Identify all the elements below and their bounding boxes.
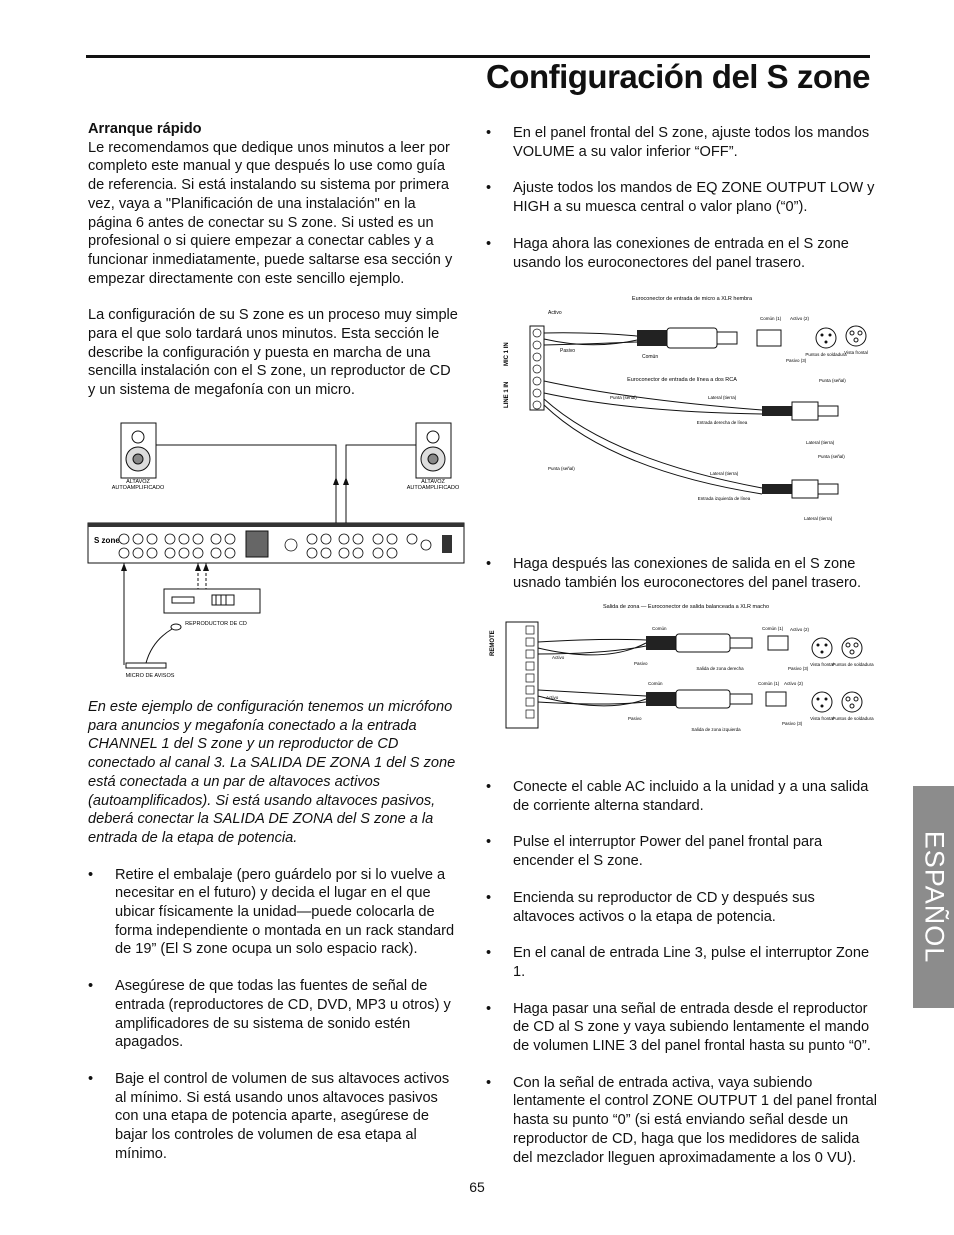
comun-label: Común (642, 354, 659, 360)
euroblock-input (530, 326, 544, 410)
bullet-output-connections: • Haga después las conexiones de salida en el S zone usnado también los euroconectores del panel trasero. (486, 556, 862, 591)
cd-player-label: REPRODUCTOR DE CD (185, 621, 247, 627)
out-xlr-solder-icon-2 (842, 692, 862, 712)
out-puntos-label-2: Puntos de soldadura (832, 716, 874, 721)
out-pasivo-label-2: Pasivo (628, 716, 642, 721)
salida-izquierda-label: Salida de zona izquierda (691, 727, 741, 732)
right-column (486, 124, 878, 272)
mic-in-label: MIC 1 IN (504, 342, 510, 366)
right-column-lower (486, 778, 878, 1167)
out-puntos-label-1: Puntos de soldadura (832, 662, 874, 667)
pasivo-label: Pasivo (560, 348, 576, 354)
activo-label: Activo (548, 310, 562, 316)
language-tab: ESPAÑOL (913, 786, 954, 1008)
lateral-label-4: Lateral (tierra) (804, 516, 833, 521)
input-diagram-title: Euroconector de entrada de micro a XLR hembra (631, 296, 753, 302)
rca-title: Euroconector de entrada de línea a dos RCA (627, 377, 737, 383)
out-vista-label-2: Vista frontal (810, 716, 834, 721)
comun1-label: Común (1) (760, 316, 782, 321)
remote-label: REMOTE (490, 630, 496, 656)
lateral-label-1: Lateral (tierra) (708, 395, 737, 400)
line-in-label: LINE 1 IN (504, 381, 510, 408)
out-pasivo3-label: Pasivo (3) (788, 666, 809, 671)
punta-label-2: Punta (señal) (818, 454, 845, 459)
mic-label: MICRO DE AVISOS (125, 673, 175, 679)
rca-punta-label: Punta (señal) (819, 378, 846, 383)
microphone-icon (126, 624, 181, 668)
bullet-power-on: • Pulse el interruptor Power del panel frontal para encender el S zone. (486, 834, 823, 870)
speaker-right-label: ALTAVOZ AUTOAMPLIFICADO (406, 479, 460, 491)
bullet-eq-flat: • Ajuste todos los mandos de EQ ZONE OUTPUT LOW y HIGH a su muesca central o valor plano (“0”). (486, 180, 875, 216)
left-column-lower (88, 698, 460, 1163)
xlr-front-icon (846, 326, 866, 346)
salida-derecha-label: Salida de zona derecha (696, 666, 744, 671)
bullet-volume-min: • Baje el control de volumen de sus altavoces activos al mínimo. Si está usando unos altavoces pasivos con una etapa de potencia aparte, asegúrese de bajar los controles de volumen de esa etapa al mínimo. (88, 1070, 450, 1162)
puntos-label: Puntos de soldadura (805, 352, 847, 357)
out-pasivo3-label-2: Pasivo (3) (782, 721, 803, 726)
speaker-left-icon (121, 423, 156, 478)
right-column-mid (486, 555, 878, 592)
output-diagram-title: Salida de zona — Euroconector de salida balanceada a XLR macho (602, 604, 770, 610)
out-xlr-solder-icon-1 (842, 638, 862, 658)
vista-label: Vista frontal (844, 350, 868, 355)
out-comun-label-2: Común (648, 681, 663, 686)
xlr-solder-icon (816, 328, 836, 348)
left-column (88, 120, 460, 400)
intro-paragraph: Le recomendamos que dedique unos minutos a leer por completo este manual y que después lo use como guía de referencia. Si está instalando su sistema por primera vez, vaya a "Planificación de una instalación" en la página 6 antes de conectar su S zone. Si usted es un profesional o si quiere empezar a conectar cables y a funcionar inmediatamente, puede saltarse esa sección y empezar directamente con este sencillo ejemplo. (88, 139, 453, 287)
cd-player-icon (164, 589, 260, 613)
out-activo-label-2: Activo (546, 695, 559, 700)
out-activo2-label-2: Activo (2) (784, 681, 804, 686)
out-xlr-front-icon-2 (812, 692, 832, 712)
bullet-ac-cable: • Conecte el cable AC incluido a la unidad y a una salida de corriente alterna standard. (486, 779, 869, 814)
speaker-right-icon (416, 423, 451, 478)
bullet-unpack: • Retire el embalaje (pero guárdelo por si lo vuelve a necesitar en el futuro) y decida el lugar en el que ubicar físicamente la unidad—puede colocarla de forma independiente o montada en un rack standard de 19” (El S zone ocupa un solo espacio rack). (88, 866, 455, 958)
bullet-volume-off: • En el panel frontal del S zone, ajuste todos los mandos VOLUME a su valor inferior “OFF”. (486, 125, 870, 160)
setup-paragraph: La configuración de su S zone es un proceso muy simple para el que solo tardará unos minutos. Esta sección le describe la configuración y puesta en marcha de una sencilla instalación con el S zone, un reproductor de CD y un sistema de megafonía con un micro. (88, 307, 458, 399)
input-wiring-diagram (492, 290, 882, 530)
out-comun1-label-2: Común (1) (758, 681, 780, 686)
setup-diagram (86, 415, 466, 690)
speaker-left-label: ALTAVOZ AUTOAMPLIFICADO (111, 479, 165, 491)
out-activo2-label: Activo (2) (790, 627, 810, 632)
bullet-input-connections: • Haga ahora las conexiones de entrada en el S zone usando los euroconectores del panel trasero. (486, 235, 849, 271)
example-paragraph: En este ejemplo de configuración tenemos un micrófono para anuncios y megafonía conectado a la entrada CHANNEL 1 del S zone y un reproductor de CD conectado al canal 3. La SALIDA DE ZONA 1 del S zone está conectada a un par de altavoces activos (autoamplificados). Si está usando altavoces pasivos, deberá conectar la SALIDA DE ZONA del S zone a la entrada de la etapa de potencia. (88, 699, 456, 846)
euroblock-output (506, 622, 538, 728)
out-vista-label-1: Vista frontal (810, 662, 834, 667)
entrada-derecha-label: Entrada derecha de línea (696, 420, 748, 425)
bullet-line3-volume: • Haga pasar una señal de entrada desde el reproductor de CD al S zone y vaya subiendo lentamente el mando de volumen LINE 3 del panel frontal hasta su punto “0”. (486, 1000, 871, 1055)
punta-label-1: Punta (señal) (610, 395, 637, 400)
lateral-label-2: Lateral (tierra) (806, 440, 835, 445)
bullet-sources-off: • Asegúrese de que todas las fuentes de señal de entrada (reproductores de CD, DVD, MP3 u otros) y amplificadores de su sistema de sonido estén apagados. (88, 978, 451, 1051)
punta-label-3: Punta (señal) (548, 466, 575, 471)
page-title: Configuración del S zone (485, 58, 870, 95)
szone-front-panel (88, 523, 464, 563)
device-logo: S zone (94, 536, 120, 545)
bullet-cd-on: • Encienda su reproductor de CD y después sus altavoces activos o la etapa de potencia. (486, 889, 815, 925)
pasivo3-label: Pasivo (3) (786, 358, 807, 363)
section-heading: Arranque rápido (88, 121, 202, 137)
out-pasivo-label: Pasivo (634, 661, 648, 666)
activo2-label: Activo (2) (790, 316, 810, 321)
bullet-zone1-switch: • En el canal de entrada Line 3, pulse el interruptor Zone 1. (486, 945, 870, 980)
output-wiring-diagram (486, 598, 876, 738)
bullet-zone-output: • Con la señal de entrada activa, vaya subiendo lentamente el control ZONE OUTPUT 1 del panel frontal hasta su punto “0” (si está enviando señal desde un reproductor de CD, haga que los medidores de salida del mezclador lleguen aproximadamente a los 0 VU). (486, 1074, 877, 1166)
out-xlr-front-icon-1 (812, 638, 832, 658)
out-comun1-label: Común (1) (762, 626, 784, 631)
out-comun-label: Común (652, 626, 667, 631)
page-number: 65 (469, 1179, 485, 1195)
entrada-izquierda-label: Entrada izquierda de línea (697, 496, 751, 501)
out-activo-label: Activo (552, 655, 565, 660)
speaker-left-label-2: AUTOAMPLIFICADO (111, 485, 165, 491)
lateral-label-3: Lateral (tierra) (710, 471, 739, 476)
